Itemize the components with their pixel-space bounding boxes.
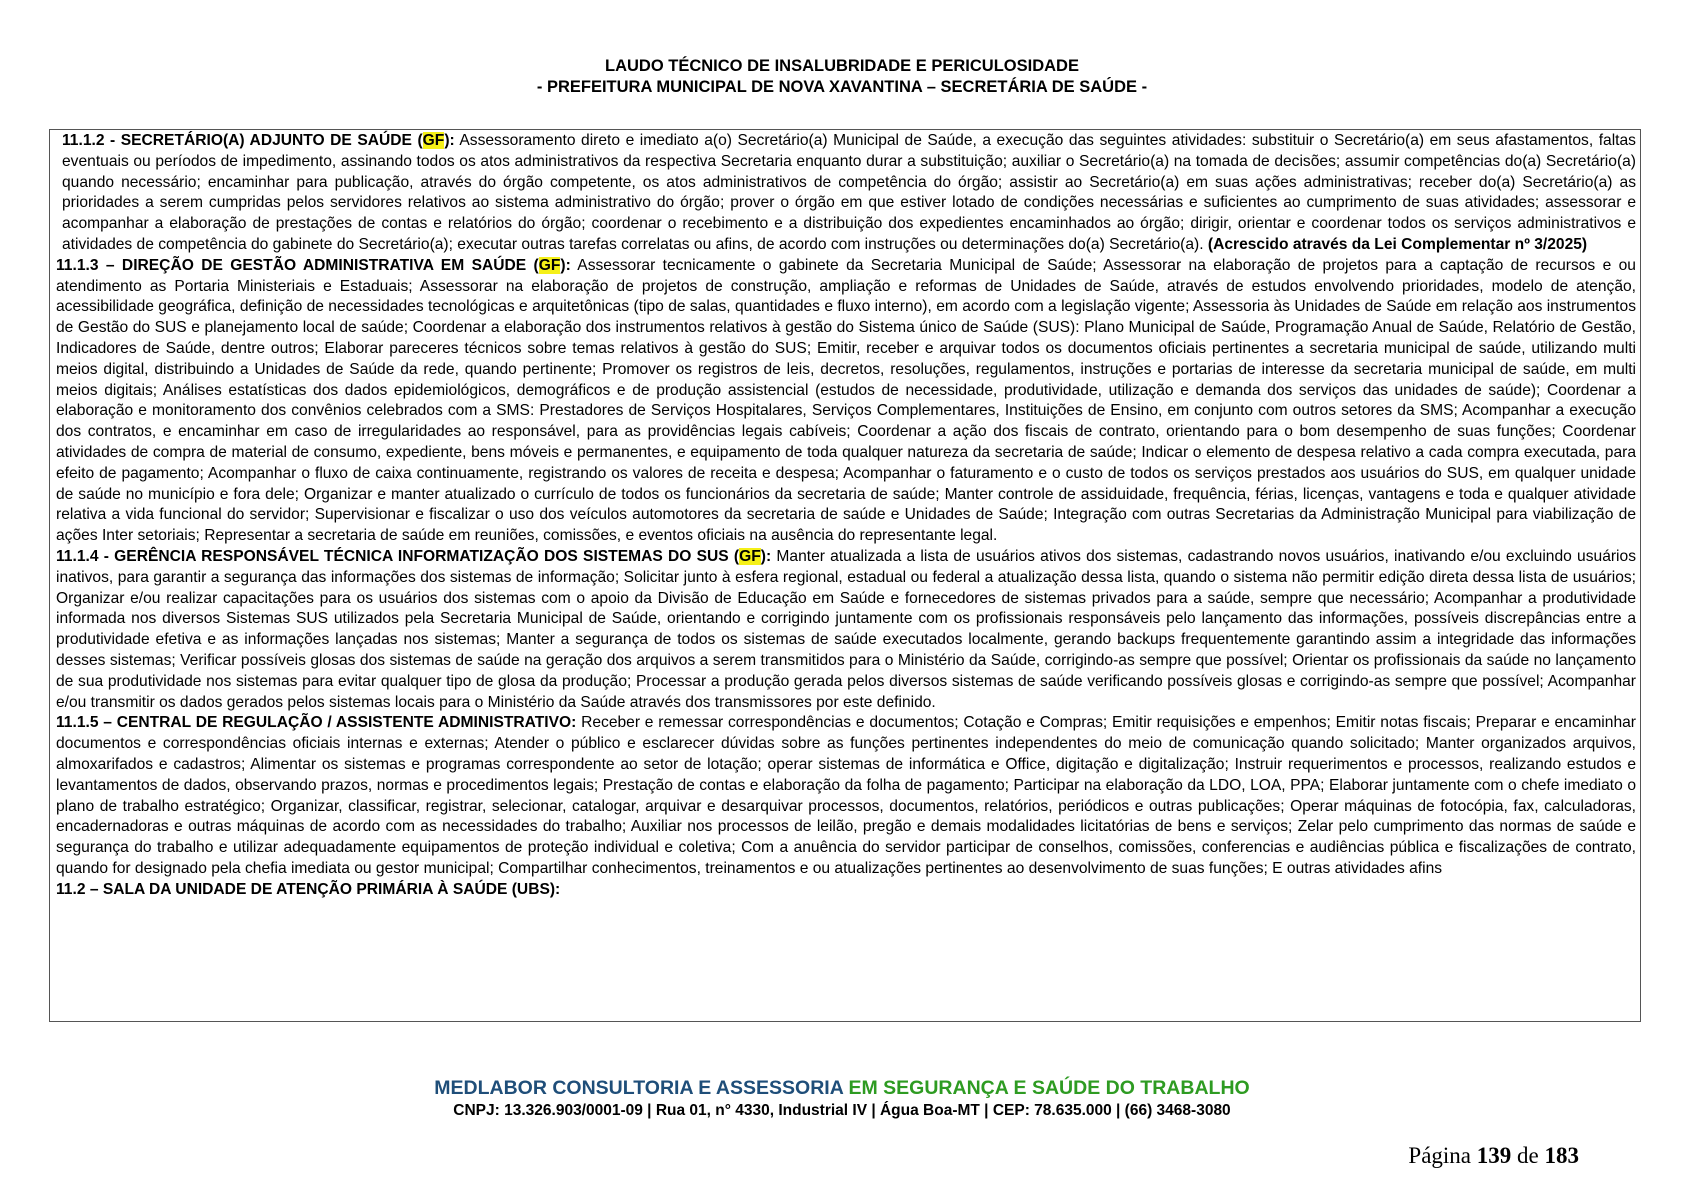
document-header <box>0 56 1684 98</box>
gf-highlight: GF <box>422 132 445 149</box>
section-11-1-4 <box>56 547 1636 713</box>
footer-contact: CNPJ: 13.326.903/0001-09 | Rua 01, n° 4330, Industrial IV | Água Boa-MT | CEP: 78.635.000 | (66) 3468-3080 <box>453 1102 1231 1119</box>
content-frame <box>49 129 1641 1022</box>
section-title: 11.1.4 - GERÊNCIA RESPONSÁVEL TÉCNICA INFORMATIZAÇÃO DOS SISTEMAS DO SUS (GF): <box>56 547 772 565</box>
gf-highlight: GF <box>538 256 561 274</box>
header-title: LAUDO TÉCNICO DE INSALUBRIDADE E PERICULOSIDADE <box>605 57 1079 75</box>
gf-highlight: GF <box>739 547 761 565</box>
company-name: MEDLABOR CONSULTORIA E ASSESSORIA <box>434 1077 844 1099</box>
company-tagline: EM SEGURANÇA E SAÚDE DO TRABALHO <box>848 1077 1250 1099</box>
footer-company <box>0 1077 1684 1100</box>
section-text: Assessoramento direto e imediato a(o) Secretário(a) Municipal de Saúde, a execução das seguintes atividades: substituir o Secretário(a) em seus afastamentos, faltas eventuais ou períodos de impedimento, assinando todos os atos administrativos da respectiva Secretaria enquanto durar a substituição; auxiliar o Secretário(a) na tomada de decisões; assumir competências do(a) Secretário(a) quando necessário; encaminhar para publicação, através do órgão competente, os atos administrativos de competência do órgão; assistir ao Secretário(a) em suas ações administrativas; receber do(a) Secretário(a) as prioridades a serem cumpridas pelos servidores relativos ao sistema administrativo do órgão; prover o órgão em que estiver lotado de condições necessárias e suficientes ao cumprimento de suas atividades; assessorar e acompanhar a elaboração de prestações de contas e relatórios do órgão; coordenar o recebimento e a distribuição dos expedientes encaminhados ao órgão; dirigir, orientar e coordenar todos os serviços administrativos e atividades de competência do gabinete do Secretário(a); executar outras tarefas correlatas ou afins, de acordo com instruções ou determinações do(a) Secretário(a). <box>62 132 1636 253</box>
section-text: Receber e remessar correspondências e documentos; Cotação e Compras; Emitir requisições e empenhos; Emitir notas fiscais; Preparar e encaminhar documentos e correspondências oficiais internas e externas; Atender o público e esclarecer dúvidas sobre as funções pertinentes independentes do meio de comunicação quando solicitado; Manter organizados arquivos, almoxarifados e cadastros; Alimentar os sistemas e programas correspondente ao setor de lotação; operar sistemas de informática e Office, digitação e digitalização; Instruir requerimentos e processos, realizando estudos e levantamentos de dados, observando prazos, normas e procedimentos legais; Prestação de contas e elaboração da folha de pagamento; Participar na elaboração da LDO, LOA, PPA; Elaborar juntamente com o chefe imediato o plano de trabalho estratégico; Organizar, classificar, registrar, selecionar, catalogar, arquivar e desarquivar processos, documentos, relatórios, periódicos e outras publicações; Operar máquinas de fotocópia, fax, calculadoras, encadernadoras e outras máquinas de acordo com as necessidades do trabalho; Auxiliar nos processos de leilão, pregão e demais modalidades licitatórias de bens e serviços; Zelar pelo cumprimento das normas de saúde e segurança do trabalho e utilizar adequadamente equipamentos de proteção individual e coletiva; Com a anuência do servidor participar de conselhos, comissões, conferencias e audiências pública e fiscalizações de contrato, quando for designado pela chefia imediata ou gestor municipal; Compartilhar conhecimentos, treinamentos e ou atualizações pertinentes ao desenvolvimento de suas funções; E outras atividades afins <box>56 714 1636 877</box>
section-note: (Acrescido através da Lei Complementar nº 3/2025) <box>1207 235 1588 253</box>
section-11-1-5 <box>56 713 1636 879</box>
section-11-1-2 <box>56 131 1636 256</box>
section-title: 11.1.3 – DIREÇÃO DE GESTÃO ADMINISTRATIVA EM SAÚDE (GF): <box>56 256 571 274</box>
section-text: Manter atualizada a lista de usuários ativos dos sistemas, cadastrando novos usuários, inativando e/ou excluindo usuários inativos, para garantir a segurança das informações dos sistemas de informação; Solicitar junto à esfera regional, estadual ou federal a atualização dessa lista, quando o sistema não permitir edição direta dessa lista de usuários; Organizar e/ou realizar capacitações para os usuários dos sistemas com o apoio da Divisão de Educação em Saúde e fornecedores de sistemas privados para a saúde, sempre que necessário; Acompanhar a produtividade informada nos diversos Sistemas SUS utilizados pela Secretaria Municipal de Saúde, orientando e corrigindo juntamente com os profissionais responsáveis pelo lançamento das informações, possíveis discrepâncias entre a produtividade efetiva e as informações lançadas nos sistemas; Manter a segurança de todos os sistemas de saúde executados localmente, gerando backups frequentemente garantindo assim a integridade das informações desses sistemas; Verificar possíveis glosas dos sistemas de saúde na geração dos arquivos a serem transmitidos para o Ministério da Saúde, corrigindo-as sempre que possível; Orientar os profissionais da saúde no lançamento de sua produtividade nos sistemas para evitar qualquer tipo de glosa da produção; Processar a produção gerada pelos diversos sistemas de saúde verificando possíveis glosas e corrigindo-as sempre que possível; Acompanhar e/ou transmitir os dados gerados pelos sistemas locais para o Ministério da Saúde através dos transmissores por este definido. <box>56 547 1636 711</box>
page-number: Página 139 de 183 <box>1408 1143 1579 1168</box>
section-text: Assessorar tecnicamente o gabinete da Secretaria Municipal de Saúde; Assessorar na elaboração de projetos para a captação de recursos e ou atendimento as Portaria Ministeriais e Estaduais; Assessorar na elaboração de projetos de construção, ampliação e reformas de Unidades de Saúde, através de estudos envolvendo prioridades, modelo de atenção, acessibilidade geográfica, definição de necessidades tecnológicas e arquitetônicas (tipo de salas, quantidades e fluxo interno), em acordo com a legislação vigente; Assessoria às Unidades de Saúde em relação aos instrumentos de Gestão do SUS e planejamento local de saúde; Coordenar a elaboração dos instrumentos relativos à gestão do Sistema único de Saúde (SUS): Plano Municipal de Saúde, Programação Anual de Saúde, Relatório de Gestão, Indicadores de Saúde, dentre outros; Elaborar pareceres técnicos sobre temas relativos à gestão do SUS; Emitir, receber e arquivar todos os documentos oficiais pertinentes a secretaria municipal de saúde, utilizando multi meios digital, distribuindo a Unidades de Saúde da rede, quando pertinente; Promover os registros de leis, decretos, resoluções, regulamentos, instruções e portarias de interesse da secretaria municipal de saúde, em multi meios digitais; Análises estatísticas dos dados epidemiológicos, demográficos e de produção assistencial (estudos de necessidade, produtividade, utilização e demanda dos serviços das unidades de saúde); Coordenar a elaboração e monitoramento dos convênios celebrados com a SMS: Prestadores de Serviços Hospitalares, Serviços Complementares, Instituições de Ensino, em conjunto com outros setores da SMS; Acompanhar a execução dos contratos, e encaminhar em caso de irregularidades ao responsável, para as providências legais cabíveis; Coordenar a ação dos fiscais de contrato, orientando para o bom desempenho de suas funções; Coordenar atividades de compra de material de consumo, expediente, bens móveis e permanentes, e equipamento de toda qualquer natureza da secretaria de saúde; Indicar o elemento de despesa relativo a cada compra executada, para efeito de pagamento; Acompanhar o fluxo de caixa continuamente, registrando os valores de receita e despesa; Acompanhar o faturamento e o custo de todos os serviços prestados aos usuários do SUS, em qualquer unidade de saúde no município e fora dele; Organizar e manter atualizado o currículo de todos os funcionários da secretaria de saúde; Manter controle de assiduidade, frequência, férias, licenças, vantagens e toda e qualquer atividade relativa a vida funcional do servidor; Supervisionar e fiscalizar o uso dos veículos automotores da secretaria de saúde e Unidades de Saúde; Integração com outras Secretarias da Administração Municipal para viabilização de ações Inter setoriais; Representar a secretaria de saúde em reuniões, comissões, e eventos oficiais na ausência do representante legal. <box>56 256 1636 545</box>
section-11-1-3 <box>56 256 1636 547</box>
section-11-2-heading: 11.2 – SALA DA UNIDADE DE ATENÇÃO PRIMÁRIA À SAÚDE (UBS): <box>56 880 561 898</box>
section-title: 11.1.2 - SECRETÁRIO(A) ADJUNTO DE SAÚDE (GF): <box>62 132 455 149</box>
header-subtitle: - PREFEITURA MUNICIPAL DE NOVA XAVANTINA – SECRETÁRIA DE SAÚDE - <box>536 78 1148 96</box>
section-title: 11.1.5 – CENTRAL DE REGULAÇÃO / ASSISTENTE ADMINISTRATIVO: <box>56 714 577 732</box>
